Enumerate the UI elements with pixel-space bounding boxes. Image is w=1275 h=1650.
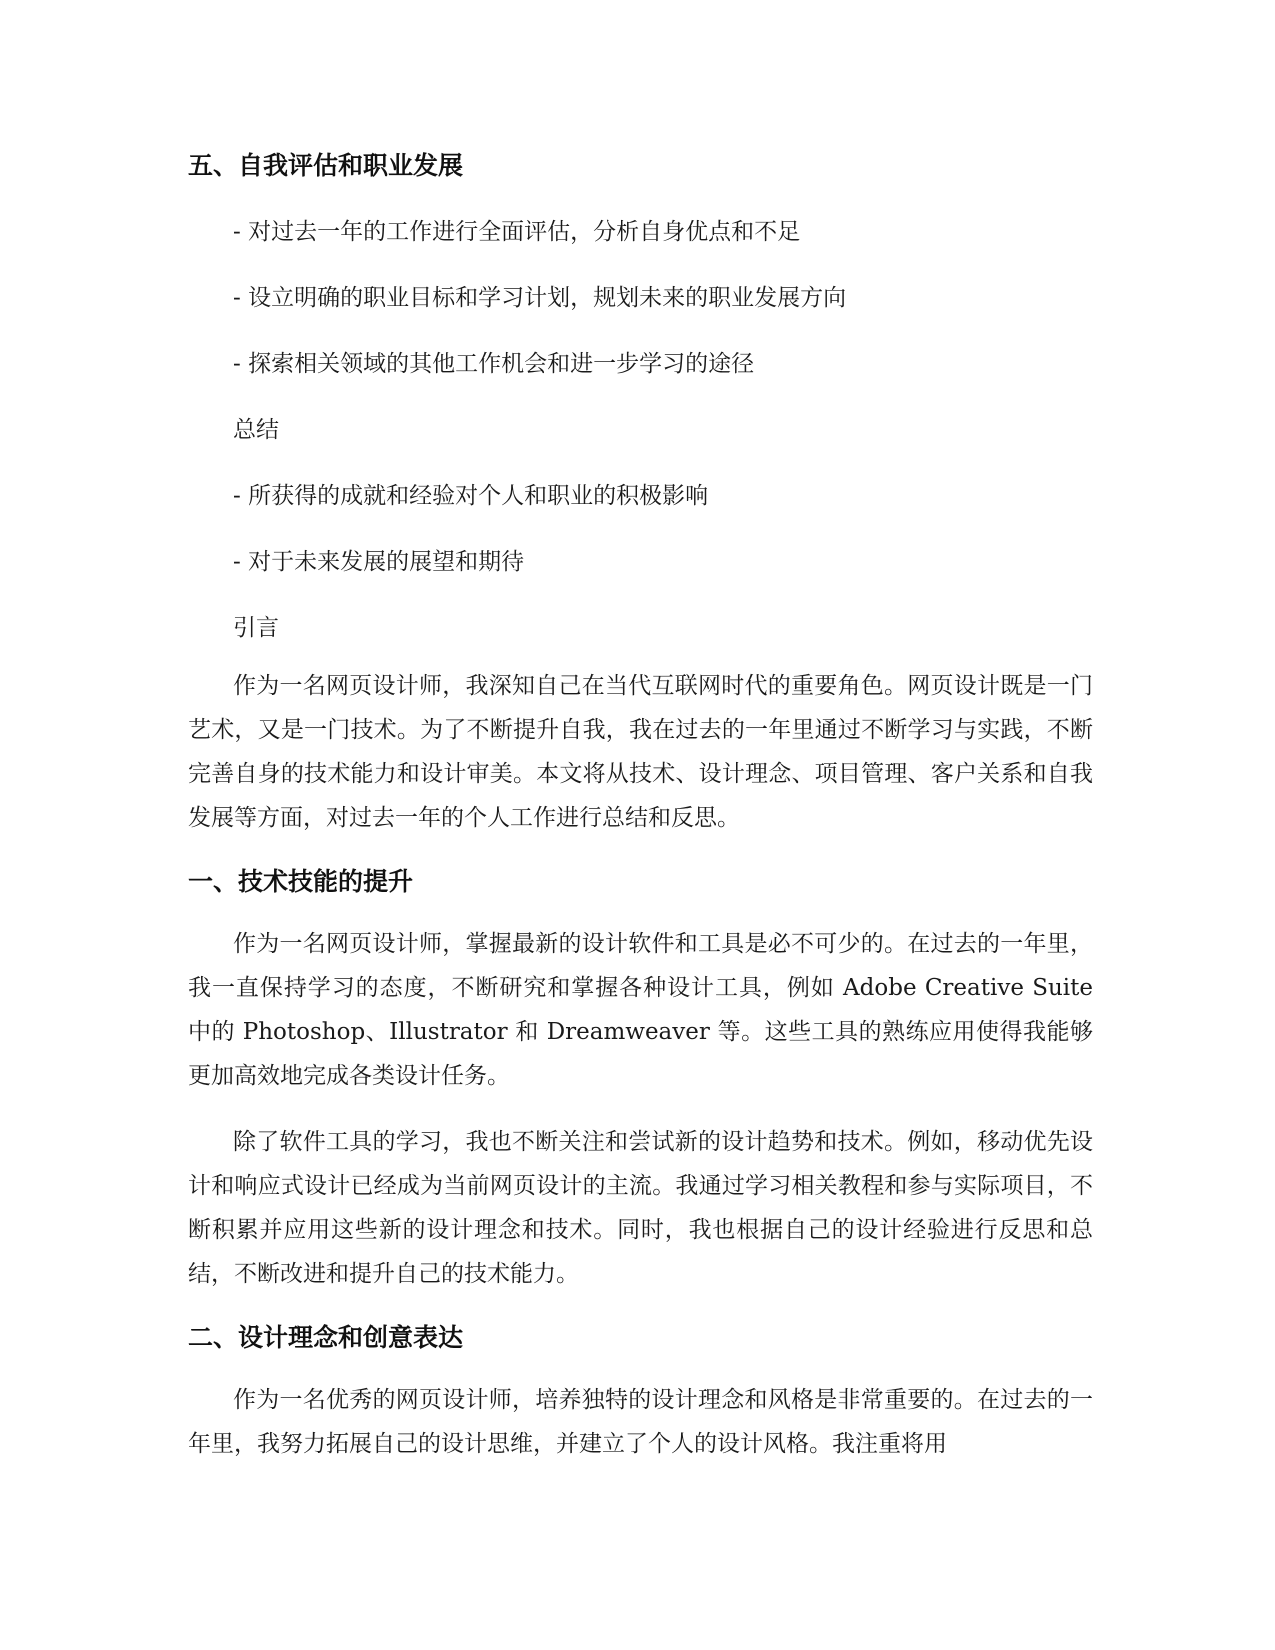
list-item: - 探索相关领域的其他工作机会和进一步学习的途径 [233, 351, 755, 377]
list-item: - 所获得的成就和经验对个人和职业的积极影响 [233, 483, 709, 509]
body-paragraph: 除了软件工具的学习，我也不断关注和尝试新的设计趋势和技术。例如，移动优先设计和响应式设计已经成为当前网页设计的主流。我通过学习相关教程和参与实际项目，不断积累并应用这些新的设计理念和技术。同时，我也根据自己的设计经验进行反思和总结，不断改进和提升自己的技术能力。 [188, 1129, 1093, 1287]
intro-label: 引言 [233, 615, 279, 641]
section-heading-self-assessment: 五、自我评估和职业发展 [188, 151, 464, 180]
intro-paragraph: 作为一名网页设计师，我深知自己在当代互联网时代的重要角色。网页设计既是一门艺术，又是一门技术。为了不断提升自我，我在过去的一年里通过不断学习与实践，不断完善自身的技术能力和设计审美。本文将从技术、设计理念、项目管理、客户关系和自我发展等方面，对过去一年的个人工作进行总结和反思。 [188, 673, 1093, 831]
summary-label: 总结 [233, 417, 279, 443]
section-heading-design-philosophy: 二、设计理念和创意表达 [188, 1323, 464, 1352]
list-item: - 设立明确的职业目标和学习计划，规划未来的职业发展方向 [233, 285, 847, 311]
document-page [188, 148, 1093, 1466]
section-heading-technical-skills: 一、技术技能的提升 [188, 867, 414, 896]
body-paragraph: 作为一名网页设计师，掌握最新的设计软件和工具是必不可少的。在过去的一年里，我一直保持学习的态度，不断研究和掌握各种设计工具，例如 Adobe Creative Suite 中的 Photoshop、Illustrator 和 Dreamweaver 等。这些工具的熟练应用使得我能够更加高效地完成各类设计任务。 [188, 931, 1093, 1089]
list-item: - 对过去一年的工作进行全面评估，分析自身优点和不足 [233, 219, 801, 245]
list-item: - 对于未来发展的展望和期待 [233, 549, 525, 575]
body-paragraph: 作为一名优秀的网页设计师，培养独特的设计理念和风格是非常重要的。在过去的一年里，我努力拓展自己的设计思维，并建立了个人的设计风格。我注重将用 [188, 1387, 1093, 1457]
